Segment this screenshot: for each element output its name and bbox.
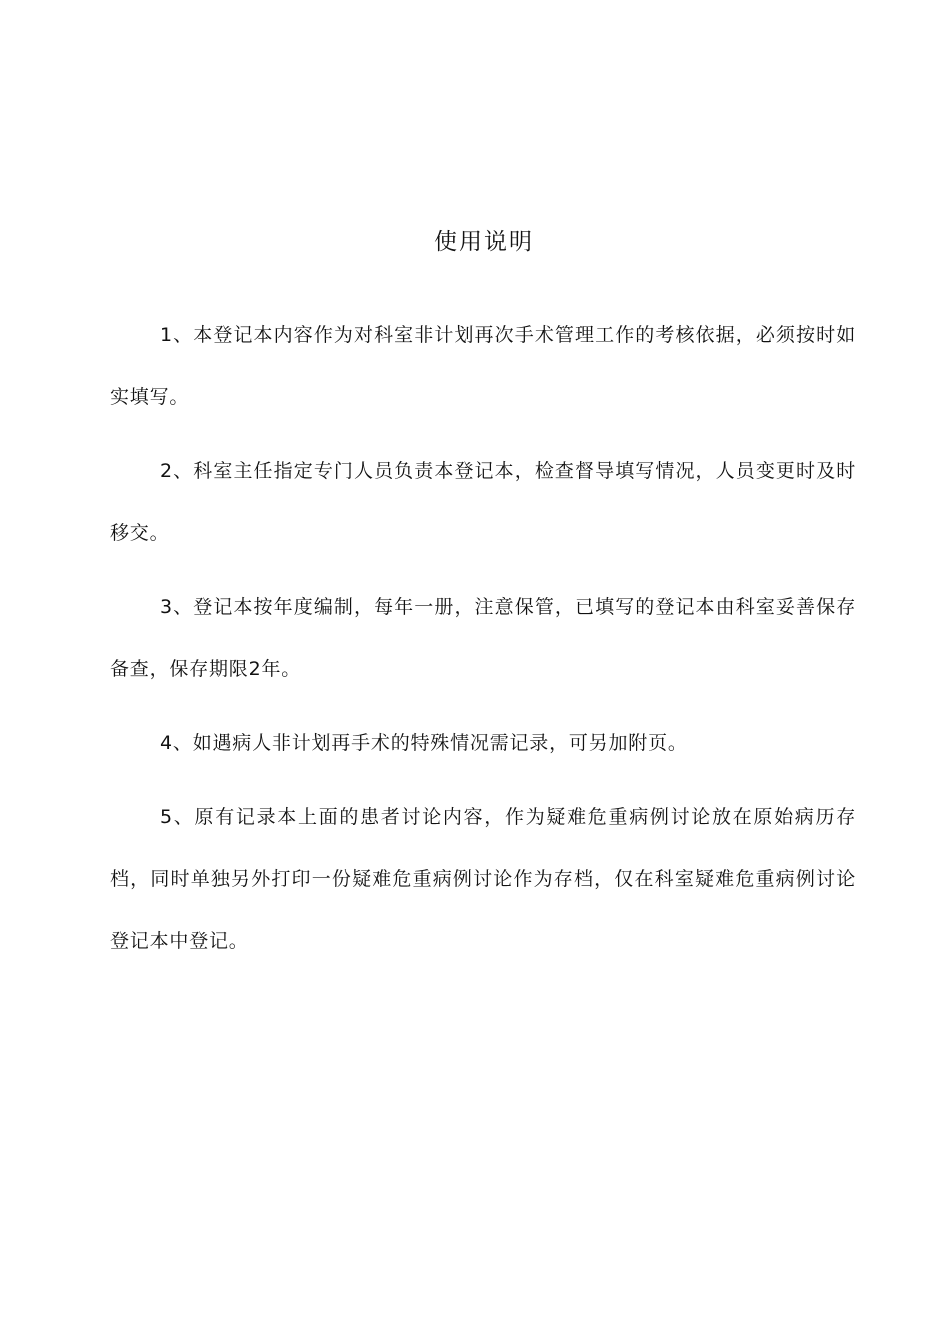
instruction-paragraph-4: 4、如遇病人非计划再手术的特殊情况需记录，可另加附页。	[160, 732, 688, 754]
instruction-paragraph-2: 2、科室主任指定专门人员负责本登记本，检查督导填写情况，人员变更时及时移交。	[110, 460, 856, 544]
instruction-paragraph-1: 1、本登记本内容作为对科室非计划再次手术管理工作的考核依据，必须按时如实填写。	[110, 324, 856, 408]
instruction-paragraph-5: 5、原有记录本上面的患者讨论内容，作为疑难危重病例讨论放在原始病历存档，同时单独另外打印一份疑难危重病例讨论作为存档，仅在科室疑难危重病例讨论登记本中登记。	[110, 806, 856, 952]
instructions-list	[110, 304, 856, 984]
instruction-paragraph-3: 3、登记本按年度编制，每年一册，注意保管，已填写的登记本由科室妥善保存备查，保存期限2年。	[110, 596, 856, 680]
page-title: 使用说明	[434, 229, 534, 255]
